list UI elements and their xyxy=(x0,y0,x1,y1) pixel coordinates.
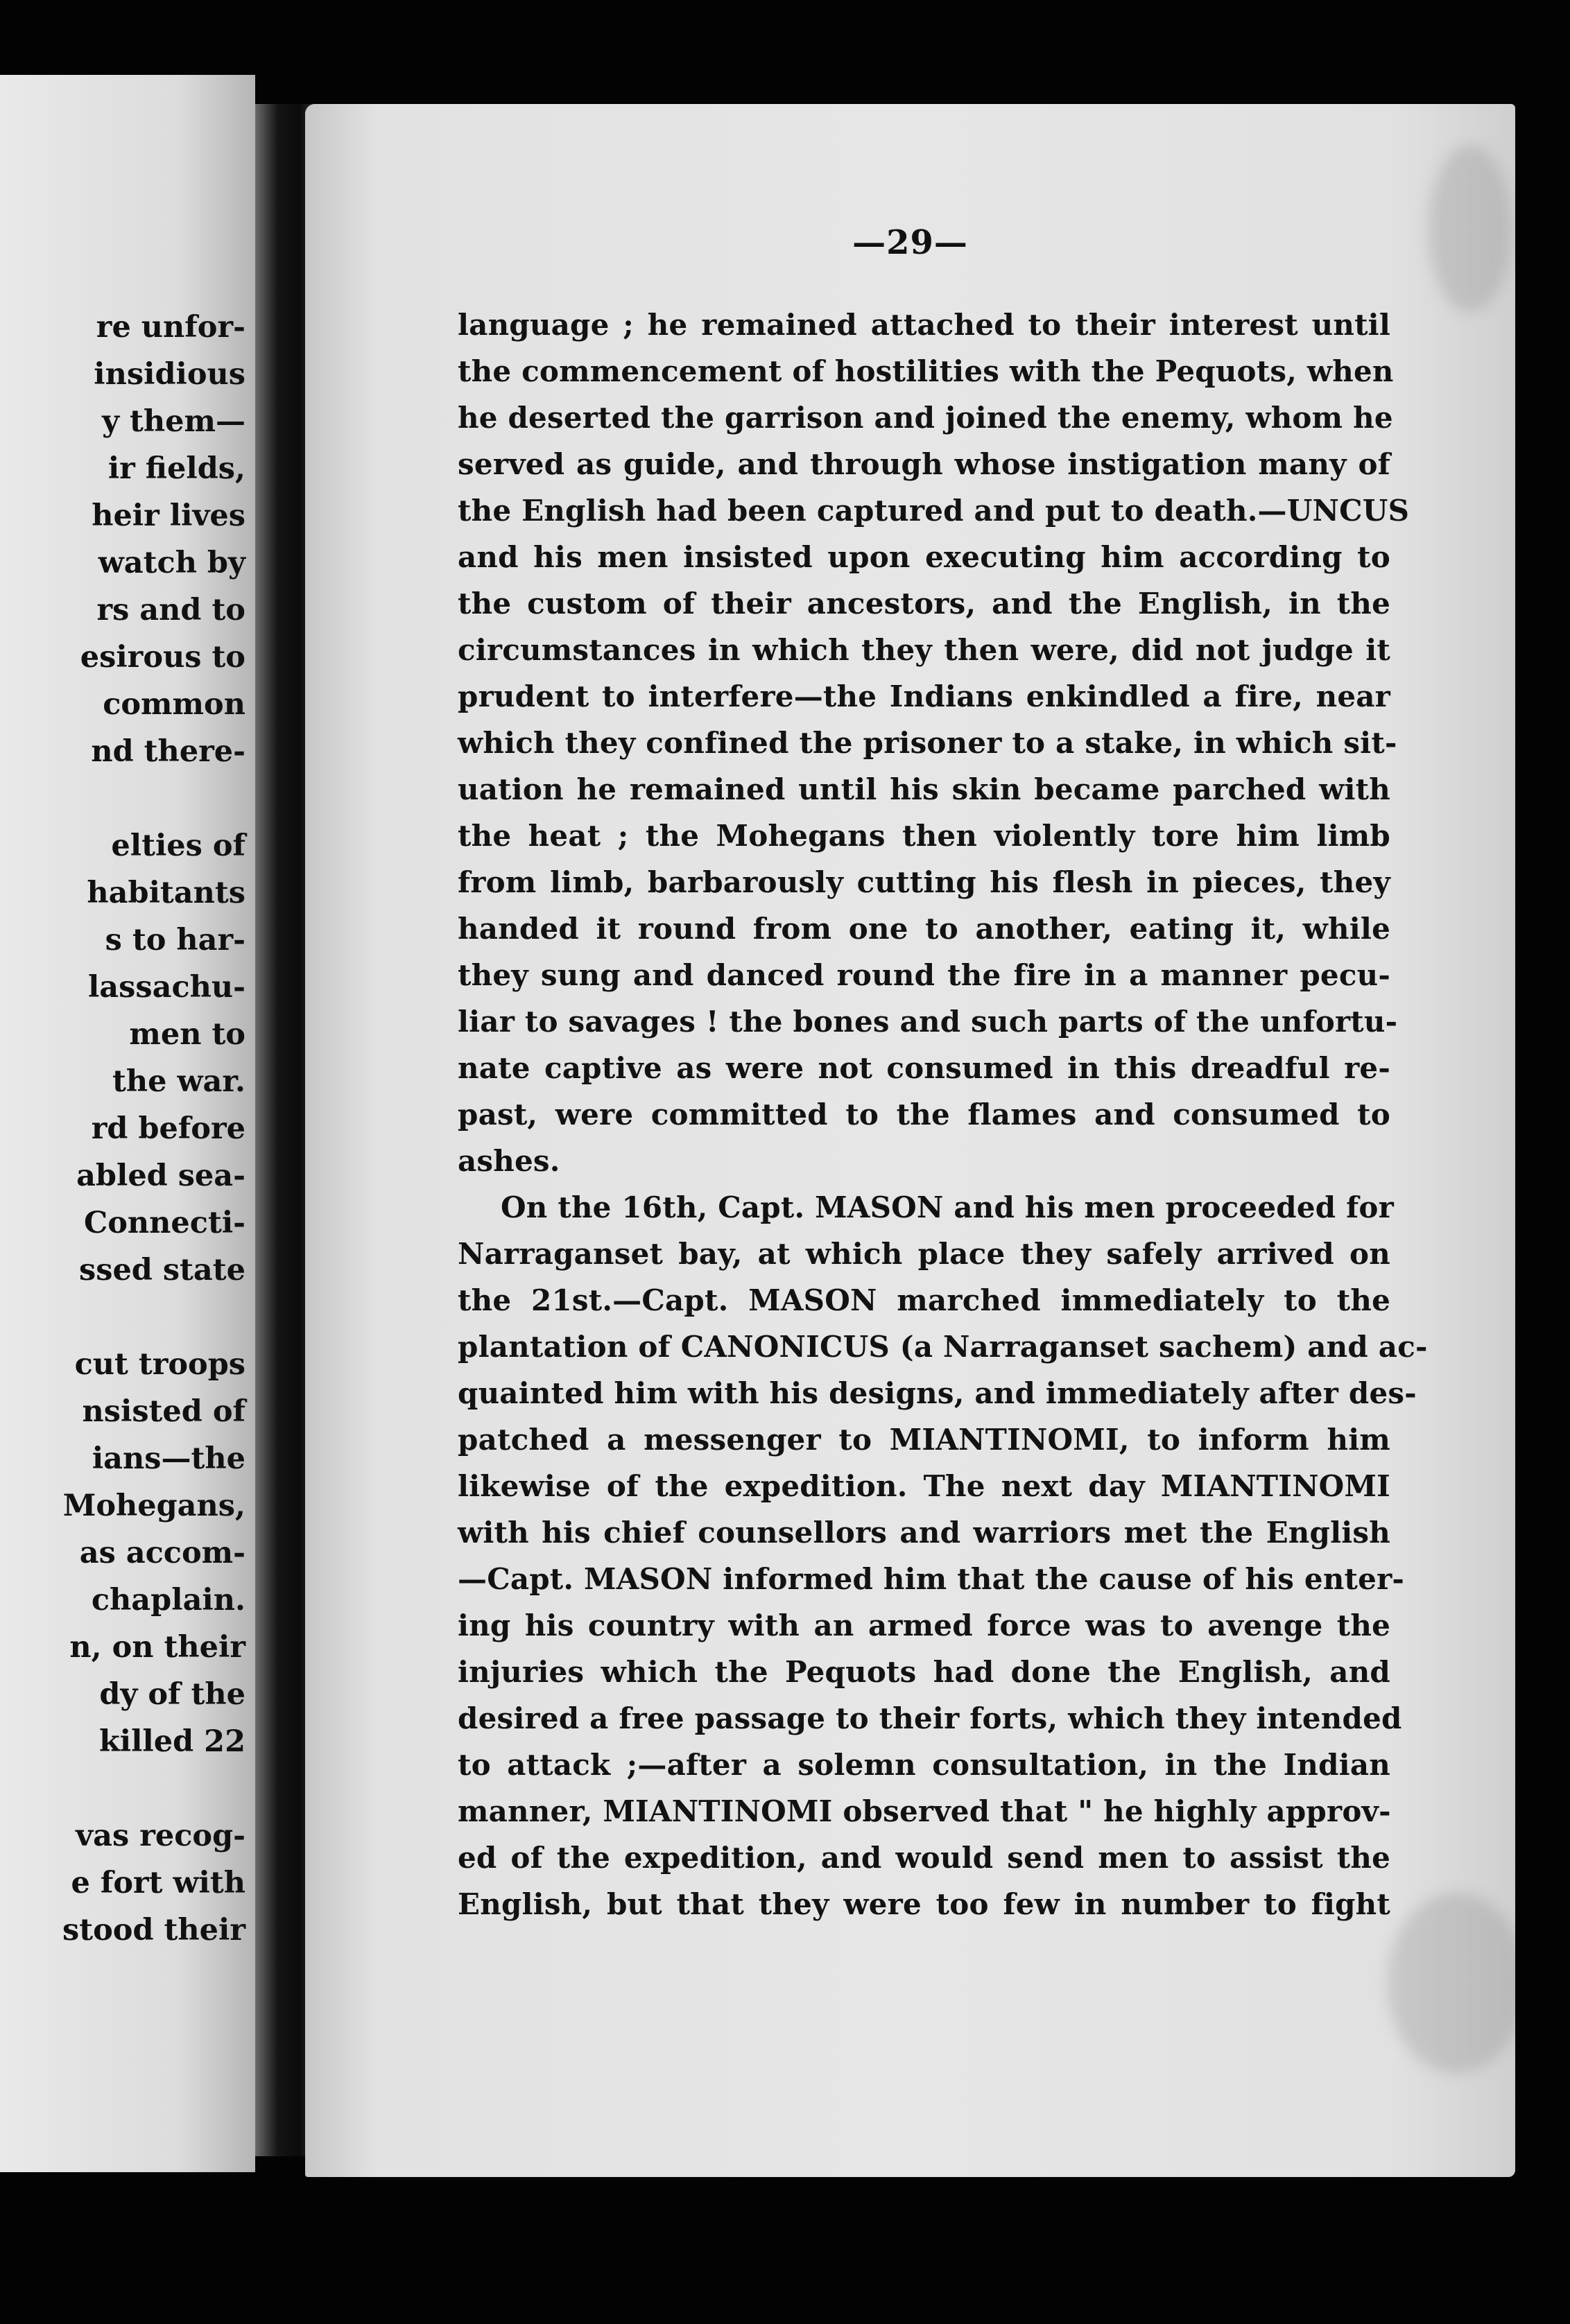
left-fragment: chaplain. xyxy=(91,1583,245,1618)
text-line: they sung and danced round the fire in a manner pecu- xyxy=(458,958,1390,992)
left-fragment: ians—the xyxy=(92,1441,245,1476)
left-fragment: watch by xyxy=(98,546,245,580)
left-fragment xyxy=(0,775,245,822)
text-line: English, but that they were too few in number to fight xyxy=(458,1887,1390,1921)
left-fragment: y them— xyxy=(102,404,245,439)
text-line: handed it round from one to another, eating it, while xyxy=(458,912,1390,946)
text-line: prudent to interfere—the Indians enkindled a fire, near xyxy=(458,679,1390,713)
left-fragment: the war. xyxy=(112,1064,245,1099)
text-line: manner, MIANTINOMI observed that " he highly approv- xyxy=(458,1794,1391,1828)
text-line: ashes. xyxy=(458,1144,560,1178)
text-line: uation he remained until his skin became parched with xyxy=(458,772,1390,806)
left-fragment: Mohegans, xyxy=(62,1489,245,1523)
left-fragment: as accom- xyxy=(79,1536,245,1570)
left-fragment: ir fields, xyxy=(107,451,245,486)
text-line: from limb, barbarously cutting his flesh in pieces, they xyxy=(458,865,1390,899)
left-fragment: heir lives xyxy=(92,498,245,533)
left-fragment: lassachu- xyxy=(87,970,245,1005)
left-fragment: nd there- xyxy=(91,734,245,769)
text-line: with his chief counsellors and warriors met the English xyxy=(458,1516,1390,1550)
text-line: Narraganset bay, at which place they safely arrived on xyxy=(458,1237,1390,1271)
left-fragment: insidious xyxy=(94,357,245,392)
text-line: patched a messenger to MIANTINOMI, to inform him xyxy=(458,1423,1390,1457)
text-line: the heat ; the Mohegans then violently tore him limb xyxy=(458,819,1390,853)
left-fragment: dy of the xyxy=(99,1677,245,1712)
left-fragment: s to har- xyxy=(105,923,245,957)
text-line: the custom of their ancestors, and the English, in the xyxy=(458,587,1390,621)
left-fragment: n, on their xyxy=(69,1630,245,1665)
text-line: ed of the expedition, and would send men to assist the xyxy=(458,1841,1390,1875)
left-fragment: ssed state xyxy=(79,1253,245,1287)
text-line: nate captive as were not consumed in this dreadful re- xyxy=(458,1051,1390,1085)
text-line: the 21st.—Capt. MASON marched immediately to the xyxy=(458,1283,1390,1317)
left-fragment: common xyxy=(103,687,245,722)
text-line: and his men insisted upon executing him according to xyxy=(458,540,1390,574)
left-fragment: men to xyxy=(129,1017,245,1052)
text-line: past, were committed to the flames and consumed to xyxy=(458,1098,1390,1131)
left-fragment xyxy=(0,1294,245,1341)
left-fragment: elties of xyxy=(111,829,245,863)
page-number: —29— xyxy=(852,223,968,262)
left-fragment: rs and to xyxy=(96,593,245,627)
left-fragment: vas recog- xyxy=(76,1819,245,1853)
left-page-text xyxy=(0,304,245,1954)
right-page xyxy=(305,104,1515,2177)
text-line: language ; he remained attached to their interest until xyxy=(458,308,1390,342)
left-fragment: habitants xyxy=(87,876,245,910)
text-line: —Capt. MASON informed him that the cause of his enter- xyxy=(458,1562,1405,1596)
text-line: plantation of CANONICUS (a Narraganset sachem) and ac- xyxy=(458,1330,1428,1364)
text-line: the English had been captured and put to death.—UNCUS xyxy=(458,494,1410,528)
left-page xyxy=(0,75,255,2172)
text-line: to attack ;—after a solemn consultation, in the Indian xyxy=(458,1748,1390,1782)
left-fragment: re unfor- xyxy=(96,310,245,345)
left-fragment: esirous to xyxy=(80,640,245,675)
body-text xyxy=(458,302,1428,1927)
text-line: the commencement of hostilities with the Pequots, when xyxy=(458,354,1394,388)
left-fragment: cut troops xyxy=(74,1347,245,1382)
left-fragment: Connecti- xyxy=(83,1206,245,1240)
left-fragment xyxy=(0,1765,245,1812)
text-line: liar to savages ! the bones and such parts of the unfortu- xyxy=(458,1005,1398,1039)
left-fragment: e fort with xyxy=(71,1866,245,1900)
paragraph-start-line: On the 16th, Capt. MASON and his men proceeded for xyxy=(501,1190,1394,1224)
left-fragment: nsisted of xyxy=(82,1394,245,1429)
left-fragment: killed 22 xyxy=(98,1724,245,1759)
text-line: injuries which the Pequots had done the English, and xyxy=(458,1655,1390,1689)
left-fragment: rd before xyxy=(91,1111,245,1146)
left-fragment: stood their xyxy=(62,1913,245,1948)
text-line: desired a free passage to their forts, which they intended xyxy=(458,1701,1402,1735)
text-line: ing his country with an armed force was to avenge the xyxy=(458,1608,1390,1642)
text-line: he deserted the garrison and joined the enemy, whom he xyxy=(458,401,1393,435)
left-fragment: abled sea- xyxy=(76,1159,245,1193)
text-line: served as guide, and through whose instigation many of xyxy=(458,447,1390,481)
text-line: circumstances in which they then were, did not judge it xyxy=(458,633,1390,667)
text-line: quainted him with his designs, and immediately after des- xyxy=(458,1376,1417,1410)
text-line: likewise of the expedition. The next day MIANTINOMI xyxy=(458,1469,1390,1503)
page-stain xyxy=(1387,1893,1515,2073)
text-line: which they confined the prisoner to a stake, in which sit- xyxy=(458,726,1397,760)
